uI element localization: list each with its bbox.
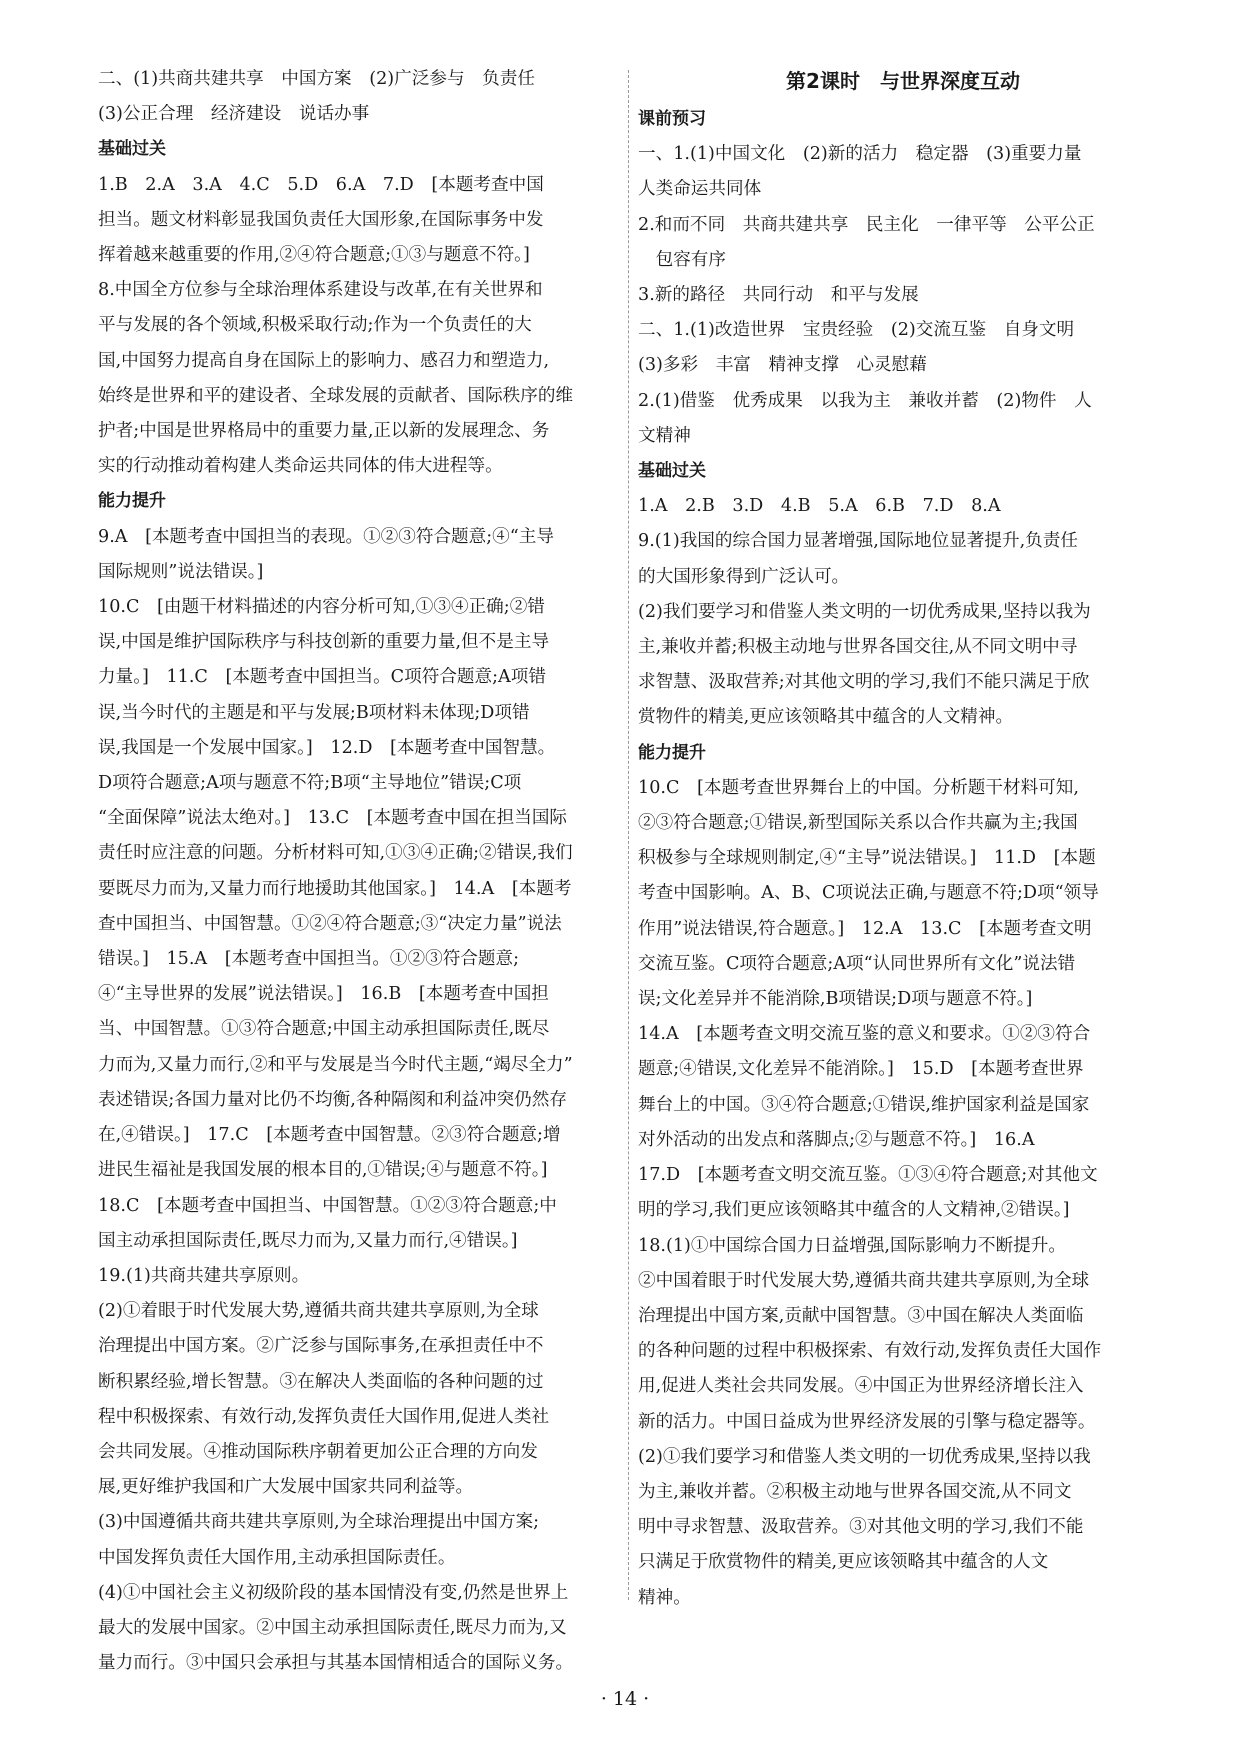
text-line: 力而为,又量力而行,②和平与发展是当今时代主题,“竭尽全力” (98, 1054, 573, 1075)
text-line: 误,我国是一个发展中国家。] 12.D [本题考查中国智慧。 (98, 737, 556, 758)
text-line: 10.C [由题干材料描述的内容分析可知,①③④正确;②错 (98, 597, 545, 618)
text-line: 量力而行。③中国只会承担与其基本国情相适合的国际义务。 (98, 1653, 574, 1674)
text-line: 治理提出中国方案。②广泛参与国际事务,在承担责任中不 (98, 1336, 544, 1357)
text-line: 最大的发展中国家。②中国主动承担国际责任,既尽力而为,又 (98, 1617, 567, 1638)
text-line: 断积累经验,增长智慧。③在解决人类面临的各种问题的过 (98, 1371, 544, 1392)
text-line: 9.A [本题考查中国担当的表现。①②③符合题意;④“主导 (98, 526, 554, 547)
section-heading: 课前预习 (638, 109, 706, 129)
text-line: ②③符合题意;①错误,新型国际关系以合作共赢为主;我国 (638, 813, 1078, 834)
text-line: 一、1.(1)中国文化 (2)新的活力 稳定器 (3)重要力量 (638, 144, 1082, 165)
text-line: 治理提出中国方案,贡献中国智慧。③中国在解决人类面临 (638, 1305, 1084, 1326)
column-divider (628, 70, 629, 1600)
section-heading: 基础过关 (98, 139, 166, 160)
text-line: (2)①着眼于时代发展大势,遵循共商共建共享原则,为全球 (98, 1301, 539, 1322)
text-line: 1.A 2.B 3.D 4.B 5.A 6.B 7.D 8.A (638, 496, 1001, 517)
text-line: (2)我们要学习和借鉴人类文明的一切优秀成果,坚持以我为 (638, 601, 1091, 622)
section-heading: 能力提升 (638, 742, 706, 763)
text-line: 舞台上的中国。③④符合题意;①错误,维护国家利益是国家 (638, 1094, 1090, 1115)
text-line: 国,中国努力提高自身在国际上的影响力、感召力和塑造力, (98, 350, 550, 371)
lesson-title: 第2课时 与世界深度互动 (786, 69, 1020, 93)
text-line: 作用”说法错误,符合题意。] 12.A 13.C [本题考查文明 (638, 918, 1092, 939)
text-line: 国际规则”说法错误。] (98, 561, 264, 582)
text-line: 护者;中国是世界格局中的重要力量,正以新的发展理念、务 (98, 421, 550, 442)
text-line: 新的活力。中国日益成为世界经济发展的引擎与稳定器等。 (638, 1411, 1096, 1432)
text-line: (3)中国遵循共商共建共享原则,为全球治理提出中国方案; (98, 1512, 540, 1533)
left-column (98, 62, 628, 1681)
section-heading: 能力提升 (98, 491, 166, 512)
text-line: 10.C [本题考查世界舞台上的中国。分析题干材料可知, (638, 777, 1079, 798)
text-line: 二、(1)共商共建共享 中国方案 (2)广泛参与 负责任 (98, 69, 535, 89)
text-line: 1.B 2.A 3.A 4.C 5.D 6.A 7.D [本题考查中国 (98, 174, 544, 195)
text-line: 责任时应注意的问题。分析材料可知,①③④正确;②错误,我们 (98, 843, 573, 864)
text-line: 精神。 (638, 1587, 691, 1608)
text-line: 明中寻求智慧、汲取营养。③对其他文明的学习,我们不能 (638, 1517, 1084, 1538)
text-line: 14.A [本题考查文明交流互鉴的意义和要求。①②③符合 (638, 1024, 1091, 1045)
text-line: 查中国担当、中国智慧。①②④符合题意;③“决定力量”说法 (98, 913, 562, 934)
text-line: 平与发展的各个领域,积极采取行动;作为一个负责任的大 (98, 315, 532, 336)
text-line: 误,中国是维护国际秩序与科技创新的重要力量,但不是主导 (98, 632, 550, 653)
text-line: 二、1.(1)改造世界 宝贵经验 (2)交流互鉴 自身文明 (638, 320, 1075, 341)
text-line: 的各种问题的过程中积极探索、有效行动,发挥负责任大国作 (638, 1341, 1102, 1362)
text-line: 题意;④错误,文化差异不能消除。] 15.D [本题考查世界 (638, 1059, 1084, 1080)
text-line: 明的学习,我们更应该领略其中蕴含的人文精神,②错误。] (638, 1200, 1070, 1221)
text-line: 积极参与全球规则制定,④“主导”说法错误。] 11.D [本题 (638, 848, 1096, 869)
text-line: (3)公正合理 经济建设 说话办事 (98, 104, 370, 125)
text-line: 用,促进人类社会共同发展。④中国正为世界经济增长注入 (638, 1376, 1084, 1397)
text-line: 当、中国智慧。①③符合题意;中国主动承担国际责任,既尽 (98, 1019, 550, 1040)
text-line: 始终是世界和平的建设者、全球发展的贡献者、国际秩序的维 (98, 385, 574, 406)
text-line: 求智慧、汲取营养;对其他文明的学习,我们不能只满足于欣 (638, 672, 1090, 693)
text-line: 9.(1)我国的综合国力显著增强,国际地位显著提升,负责任 (638, 531, 1078, 552)
text-line: 18.(1)①中国综合国力日益增强,国际影响力不断提升。 (638, 1235, 1066, 1256)
text-line: 赏物件的精美,更应该领略其中蕴含的人文精神。 (638, 707, 1014, 728)
text-line: (3)多彩 丰富 精神支撑 心灵慰藉 (638, 355, 927, 376)
text-line: 实的行动推动着构建人类命运共同体的伟大进程等。 (98, 456, 503, 477)
text-line: 8.中国全方位参与全球治理体系建设与改革,在有关世界和 (98, 280, 543, 301)
text-line: 中国发挥负责任大国作用,主动承担国际责任。 (98, 1547, 456, 1568)
text-line: 为主,兼收并蓄。②积极主动地与世界各国交流,从不同文 (638, 1481, 1072, 1502)
text-line: 2.和而不同 共商共建共享 民主化 一律平等 公平公正 (638, 214, 1095, 235)
text-line: 挥着越来越重要的作用,②④符合题意;①③与题意不符。] (98, 245, 530, 266)
text-line: 3.新的路径 共同行动 和平与发展 (638, 285, 919, 306)
text-line: (2)①我们要学习和借鉴人类文明的一切优秀成果,坚持以我 (638, 1446, 1091, 1467)
text-line: 错误。] 15.A [本题考查中国担当。①②③符合题意; (98, 949, 520, 970)
section-heading: 基础过关 (638, 461, 706, 482)
text-line: 会共同发展。④推动国际秩序朝着更加公正合理的方向发 (98, 1441, 538, 1462)
text-line: 展,更好维护我国和广大发展中国家共同利益等。 (98, 1477, 474, 1498)
text-line: 在,④错误。] 17.C [本题考查中国智慧。②③符合题意;增 (98, 1125, 561, 1146)
text-line: 的大国形象得到广泛认可。 (638, 566, 850, 587)
text-line: 只满足于欣赏物件的精美,更应该领略其中蕴含的人文 (638, 1552, 1049, 1573)
page-number: · 14 · (600, 1688, 650, 1710)
text-line: 文精神 (638, 425, 691, 446)
text-line: 17.D [本题考查文明交流互鉴。①③④符合题意;对其他文 (638, 1165, 1098, 1186)
text-line: 2.(1)借鉴 优秀成果 以我为主 兼收并蓄 (2)物件 人 (638, 390, 1092, 411)
text-line: 进民生福祉是我国发展的根本目的,①错误;④与题意不符。] (98, 1160, 548, 1181)
text-line: 包容有序 (638, 249, 726, 270)
text-line: 表述错误;各国力量对比仍不均衡,各种隔阂和利益冲突仍然存 (98, 1089, 567, 1110)
text-line: 误;文化差异并不能消除,B项错误;D项与题意不符。] (638, 989, 1033, 1010)
text-line: 19.(1)共商共建共享原则。 (98, 1265, 310, 1286)
text-line: 人类命运共同体 (638, 179, 762, 200)
text-line: 要既尽力而为,又量力而行地援助其他国家。] 14.A [本题考 (98, 878, 572, 899)
text-line: (4)①中国社会主义初级阶段的基本国情没有变,仍然是世界上 (98, 1582, 569, 1603)
text-line: 主,兼收并蓄;积极主动地与世界各国交往,从不同文明中寻 (638, 637, 1078, 658)
text-line: 担当。题文材料彰显我国负责任大国形象,在国际事务中发 (98, 209, 544, 230)
text-line: 18.C [本题考查中国担当、中国智慧。①②③符合题意;中 (98, 1195, 557, 1216)
text-line: 考查中国影响。A、B、C项说法正确,与题意不符;D项“领导 (638, 883, 1099, 904)
text-line: D项符合题意;A项与题意不符;B项“主导地位”错误;C项 (98, 773, 522, 794)
text-line: 对外活动的出发点和落脚点;②与题意不符。] 16.A (638, 1129, 1035, 1150)
text-line: ②中国着眼于时代发展大势,遵循共商共建共享原则,为全球 (638, 1270, 1090, 1291)
text-line: “全面保障”说法太绝对。] 13.C [本题考查中国在担当国际 (98, 808, 568, 829)
text-line: 力量。] 11.C [本题考查中国担当。C项符合题意;A项错 (98, 667, 546, 688)
text-line: ④“主导世界的发展”说法错误。] 16.B [本题考查中国担 (98, 984, 549, 1005)
text-line: 误,当今时代的主题是和平与发展;B项材料未体现;D项错 (98, 702, 530, 723)
right-column (638, 62, 1168, 1616)
text-line: 交流互鉴。C项符合题意;A项“认同世界所有文化”说法错 (638, 953, 1076, 974)
text-line: 程中积极探索、有效行动,发挥负责任大国作用,促进人类社 (98, 1406, 550, 1427)
text-line: 国主动承担国际责任,既尽力而为,又量力而行,④错误。] (98, 1230, 518, 1251)
